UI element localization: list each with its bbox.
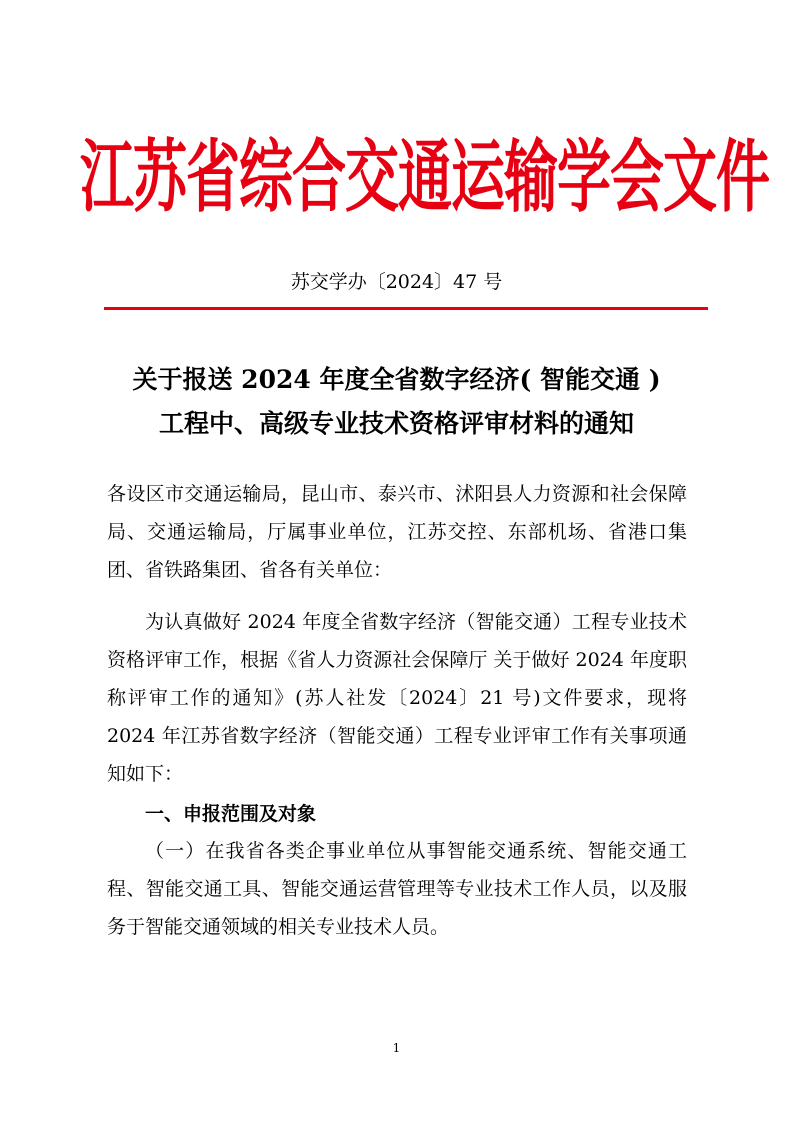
scope-paragraph-1: （一）在我省各类企事业单位从事智能交通系统、智能交通工程、智能交通工具、智能交通运营管理等专业技术工作人员，以及服务于智能交通领域的相关专业技术人员。	[107, 840, 687, 938]
notice-title-line-1: 关于报送 2024 年度全省数字经济( 智能交通 )	[132, 365, 661, 394]
notice-title-line-2: 工程中、高级专业技术资格评审材料的通知	[158, 409, 634, 438]
recipients-paragraph: 各设区市交通运输局，昆山市、泰兴市、沭阳县人力资源和社会保障局、交通运输局，厅属事业单位，江苏交控、东部机场、省港口集团、省铁路集团、省各有关单位：	[107, 483, 687, 581]
notice-title	[80, 358, 713, 446]
issuing-organization-title: 江苏省综合交通运输学会文件	[80, 131, 769, 223]
page-number: 1	[392, 1041, 401, 1055]
document-number: 苏交学办〔2024〕47 号	[290, 271, 503, 293]
section-heading-scope: 一、申报范围及对象	[145, 803, 317, 825]
red-divider-line	[104, 307, 708, 310]
intro-paragraph: 为认真做好 2024 年度全省数字经济（智能交通）工程专业技术资格评审工作，根据《省人力资源社会保障厅 关于做好 2024 年度职称评审工作的通知》(苏人社发〔2024〕21 号)文件要求，现将 2024 年江苏省数字经济（智能交通）工程专业评审工作有关事项通知如下：	[107, 611, 687, 785]
